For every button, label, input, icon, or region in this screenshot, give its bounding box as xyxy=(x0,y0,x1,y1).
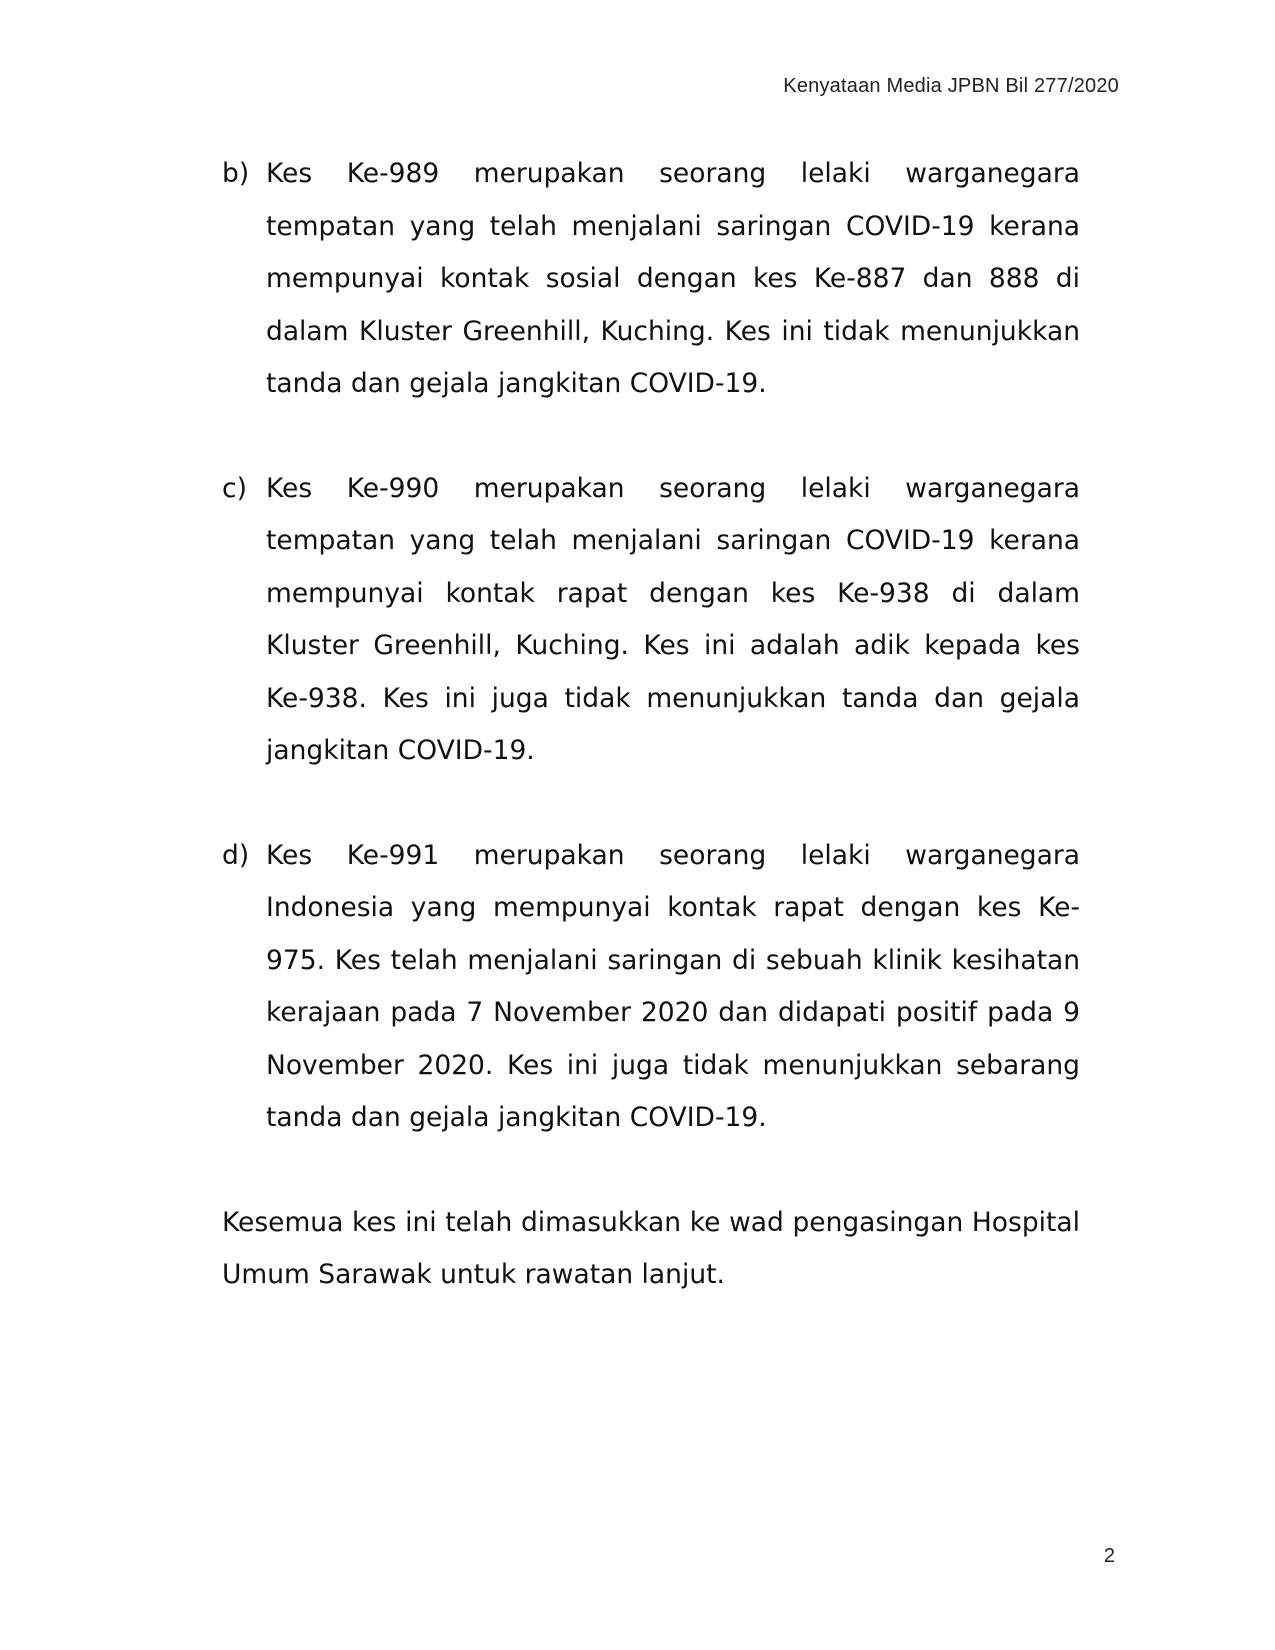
list-item-d xyxy=(222,830,1080,1145)
closing-paragraph: Kesemua kes ini telah dimasukkan ke wad pengasingan Hospital Umum Sarawak untuk rawatan lanjut. xyxy=(222,1206,1080,1290)
document-body xyxy=(222,148,1080,1302)
list-item-marker: b) xyxy=(222,158,250,189)
list-item-text: Kes Ke-991 merupakan seorang lelaki warganegara Indonesia yang mempunyai kontak rapat dengan kes Ke-975. Kes telah menjalani saringan di sebuah klinik kesihatan kerajaan pada 7 November 2020 dan didapati positif pada 9 November 2020. Kes ini juga tidak menunjukkan sebarang tanda dan gejala jangkitan COVID-19. xyxy=(266,839,1080,1133)
list-item-marker: c) xyxy=(222,472,247,504)
page-number: 2 xyxy=(1103,1545,1115,1567)
document-reference-header: Kenyataan Media JPBN Bil 277/2020 xyxy=(783,75,1119,97)
list-item-text: Kes Ke-989 merupakan seorang lelaki warganegara tempatan yang telah menjalani saringan COVID-19 kerana mempunyai kontak sosial dengan kes Ke-887 dan 888 di dalam Kluster Greenhill, Kuching. Kes ini tidak menunjukkan tanda dan gejala jangkitan COVID-19. xyxy=(266,158,1080,399)
list-item-c xyxy=(222,463,1080,778)
list-item-b xyxy=(222,148,1080,411)
list-item-text: Kes Ke-990 merupakan seorang lelaki warganegara tempatan yang telah menjalani saringan COVID-19 kerana mempunyai kontak rapat dengan kes Ke-938 di dalam Kluster Greenhill, Kuching. Kes ini adalah adik kepada kes Ke-938. Kes ini juga tidak menunjukkan tanda dan gejala jangkitan COVID-19. xyxy=(266,472,1080,766)
list-item-marker: d) xyxy=(222,839,250,871)
